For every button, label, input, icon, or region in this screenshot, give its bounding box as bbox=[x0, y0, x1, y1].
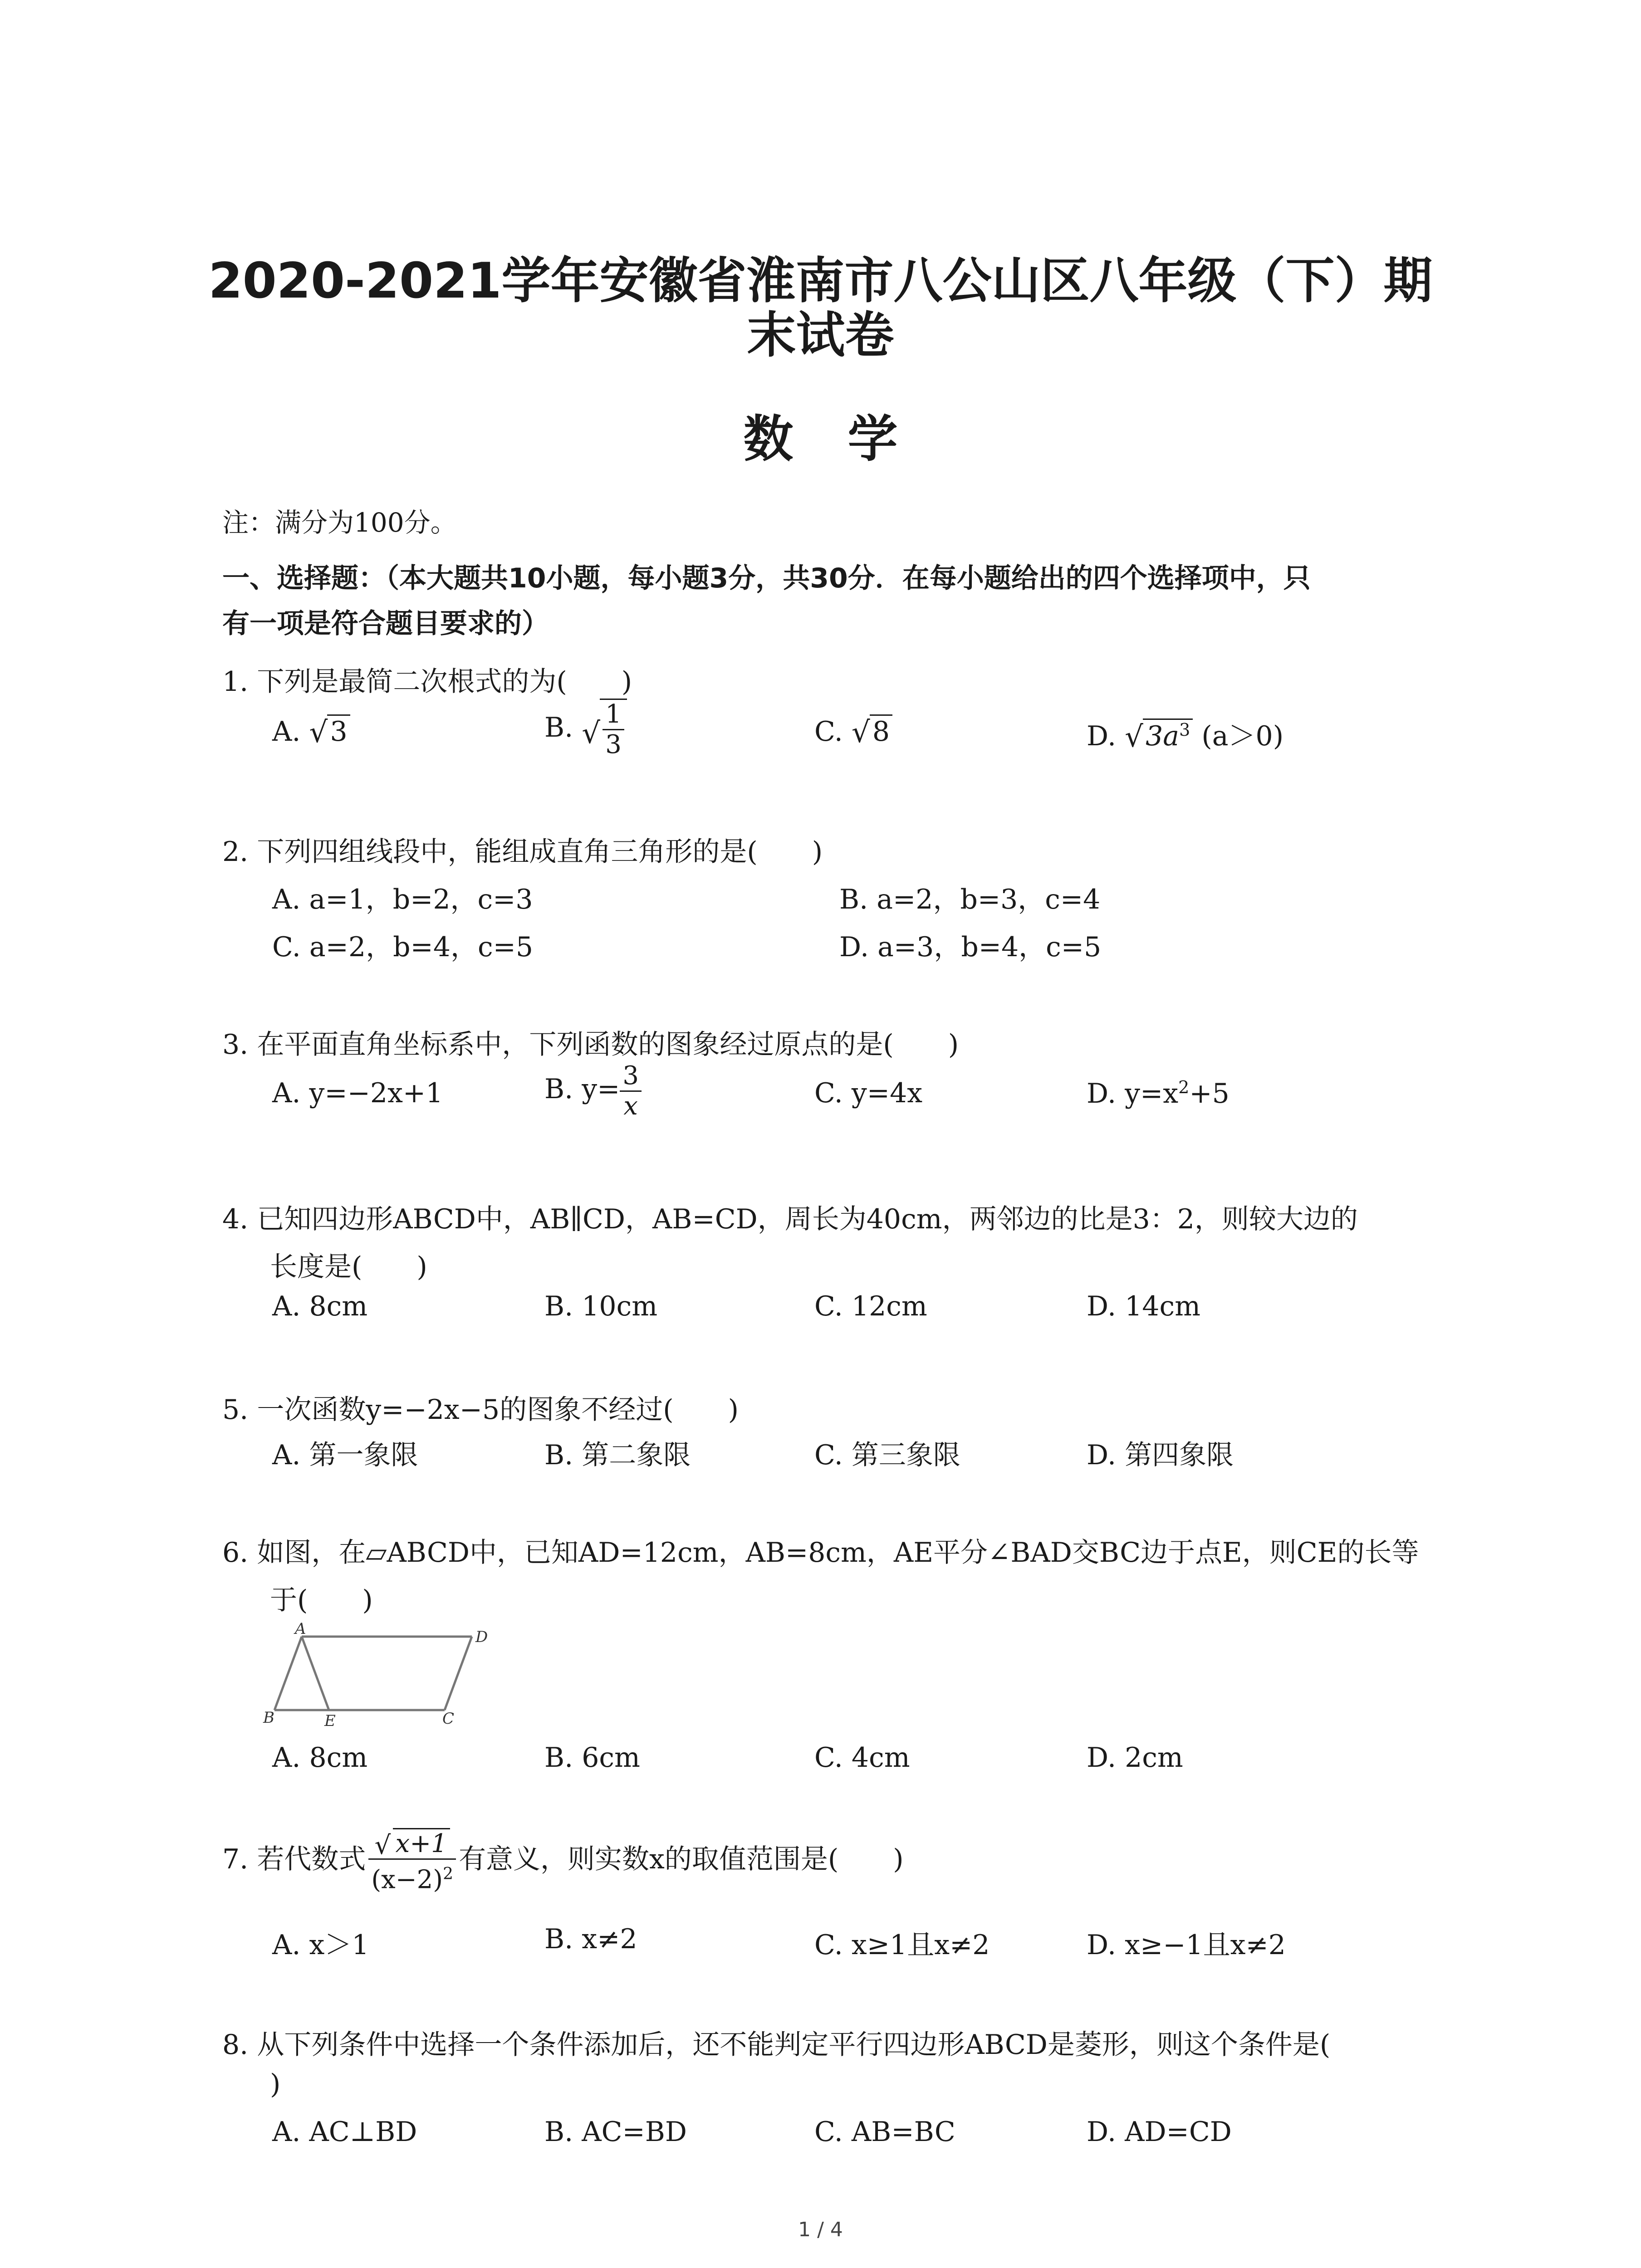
q8-option-c: C. AB=BC bbox=[814, 2116, 955, 2148]
q2-option-c: C. a=2，b=4，c=5 bbox=[272, 931, 534, 963]
q1-stem: 1. 下列是最简二次根式的为( ) bbox=[222, 666, 632, 698]
label-b: B bbox=[263, 1709, 274, 1727]
q3-stem: 3. 在平面直角坐标系中，下列函数的图象经过原点的是( ) bbox=[222, 1029, 959, 1061]
side-ba bbox=[274, 1637, 302, 1710]
side-dc bbox=[445, 1637, 472, 1710]
exam-title-line1: 2020-2021学年安徽省淮南市八公山区八年级（下）期 bbox=[208, 253, 1433, 309]
sqrt-symbol: √ 3 bbox=[309, 714, 350, 748]
sqrt-symbol: √ $3a^3$ bbox=[1125, 719, 1193, 752]
q8-stem-line1: 8. 从下列条件中选择一个条件添加后，还不能判定平行四边形ABCD是菱形，则这个条件是( bbox=[222, 2029, 1331, 2061]
q4-option-a: A. 8cm bbox=[272, 1290, 368, 1322]
q5-option-c: C. 第三象限 bbox=[814, 1439, 960, 1471]
q7-option-d: D. x≥−1且x≠2 bbox=[1087, 1929, 1286, 1961]
label-e: E bbox=[324, 1712, 336, 1728]
section-heading-line1: 一、选择题：（本大题共10小题，每小题3分，共30分．在每小题给出的四个选择项中，只 bbox=[222, 562, 1311, 594]
q2-option-d: D. a=3，b=4，c=5 bbox=[839, 931, 1102, 963]
q2-stem: 2. 下列四组线段中，能组成直角三角形的是( ) bbox=[222, 836, 823, 868]
q2-option-b: B. a=2，b=3，c=4 bbox=[839, 884, 1101, 915]
q5-option-b: B. 第二象限 bbox=[544, 1439, 691, 1471]
q8-option-b: B. AC=BD bbox=[544, 2116, 687, 2148]
q7-option-a: A. x＞1 bbox=[272, 1929, 369, 1961]
q8-option-a: A. AC⊥BD bbox=[272, 2116, 417, 2148]
label-a: A bbox=[295, 1620, 306, 1638]
q6-option-a: A. 8cm bbox=[272, 1742, 368, 1774]
subject-heading: 数学 bbox=[743, 410, 952, 468]
q1-option-a: A. √ 3 bbox=[272, 714, 350, 748]
q4-stem-line1: 4. 已知四边形ABCD中，AB∥CD，AB=CD，周长为40cm，两邻边的比是3：2，则较大边的 bbox=[222, 1203, 1358, 1235]
q7-stem: 7. 若代数式 √ x+1 $(x-2)^2$ 有意义，则实数x的取值范围是( ) bbox=[222, 1829, 904, 1895]
q6-option-c: C. 4cm bbox=[814, 1742, 910, 1774]
q8-stem-line2: ) bbox=[270, 2068, 281, 2100]
section-heading bbox=[222, 556, 1447, 646]
q4-stem-line2: 长度是( ) bbox=[270, 1251, 427, 1283]
q6-option-d: D. 2cm bbox=[1087, 1742, 1183, 1774]
q6-stem-line2: 于( ) bbox=[270, 1584, 373, 1616]
q6-option-b: B. 6cm bbox=[544, 1742, 640, 1774]
q3-option-a: A. y=−2x+1 bbox=[272, 1077, 443, 1109]
exam-title-line2: 末试卷 bbox=[747, 307, 894, 364]
q4-option-b: B. 10cm bbox=[544, 1290, 658, 1322]
score-note: 注：满分为100分。 bbox=[222, 507, 457, 538]
section-heading-line2: 有一项是符合题目要求的） bbox=[222, 608, 549, 640]
q6-stem-line1: 6. 如图，在▱ABCD中，已知AD=12cm，AB=8cm，AE平分∠BAD交BC边于点E，则CE的长等 bbox=[222, 1537, 1419, 1569]
q5-stem: 5. 一次函数y=−2x−5的图象不经过( ) bbox=[222, 1394, 739, 1426]
q3-option-d: D. $y=x^2+5$ bbox=[1087, 1077, 1230, 1110]
q4-option-c: C. 12cm bbox=[814, 1290, 927, 1322]
page-number: 1 / 4 bbox=[798, 2218, 843, 2241]
q1-option-c: C. √ 8 bbox=[814, 714, 892, 748]
q5-option-d: D. 第四象限 bbox=[1087, 1439, 1234, 1471]
q4-option-d: D. 14cm bbox=[1087, 1290, 1200, 1322]
sqrt-symbol: √ $\frac{1}{3}$ bbox=[582, 699, 627, 759]
q1-option-d: D. √ $3a^3$ (a＞0) bbox=[1087, 714, 1283, 753]
q1-option-b: B. √ $\frac{1}{3}$ bbox=[544, 699, 627, 759]
label-d: D bbox=[475, 1628, 488, 1646]
q7-option-c: C. x≥1且x≠2 bbox=[814, 1929, 990, 1961]
sqrt-symbol: √ 8 bbox=[852, 714, 892, 748]
parallelogram-figure bbox=[254, 1619, 499, 1728]
sqrt-symbol: √ x+1 bbox=[375, 1828, 450, 1858]
q2-option-a: A. a=1，b=2，c=3 bbox=[272, 884, 533, 915]
label-c: C bbox=[442, 1710, 455, 1728]
segment-ae bbox=[302, 1637, 329, 1710]
q5-option-a: A. 第一象限 bbox=[272, 1439, 418, 1471]
q3-option-b: B. y= $\frac{3}{x}$ bbox=[544, 1061, 642, 1121]
q3-option-c: C. y=4x bbox=[814, 1077, 923, 1109]
q7-option-b: B. x≠2 bbox=[544, 1923, 637, 1955]
q8-option-d: D. AD=CD bbox=[1087, 2116, 1232, 2148]
